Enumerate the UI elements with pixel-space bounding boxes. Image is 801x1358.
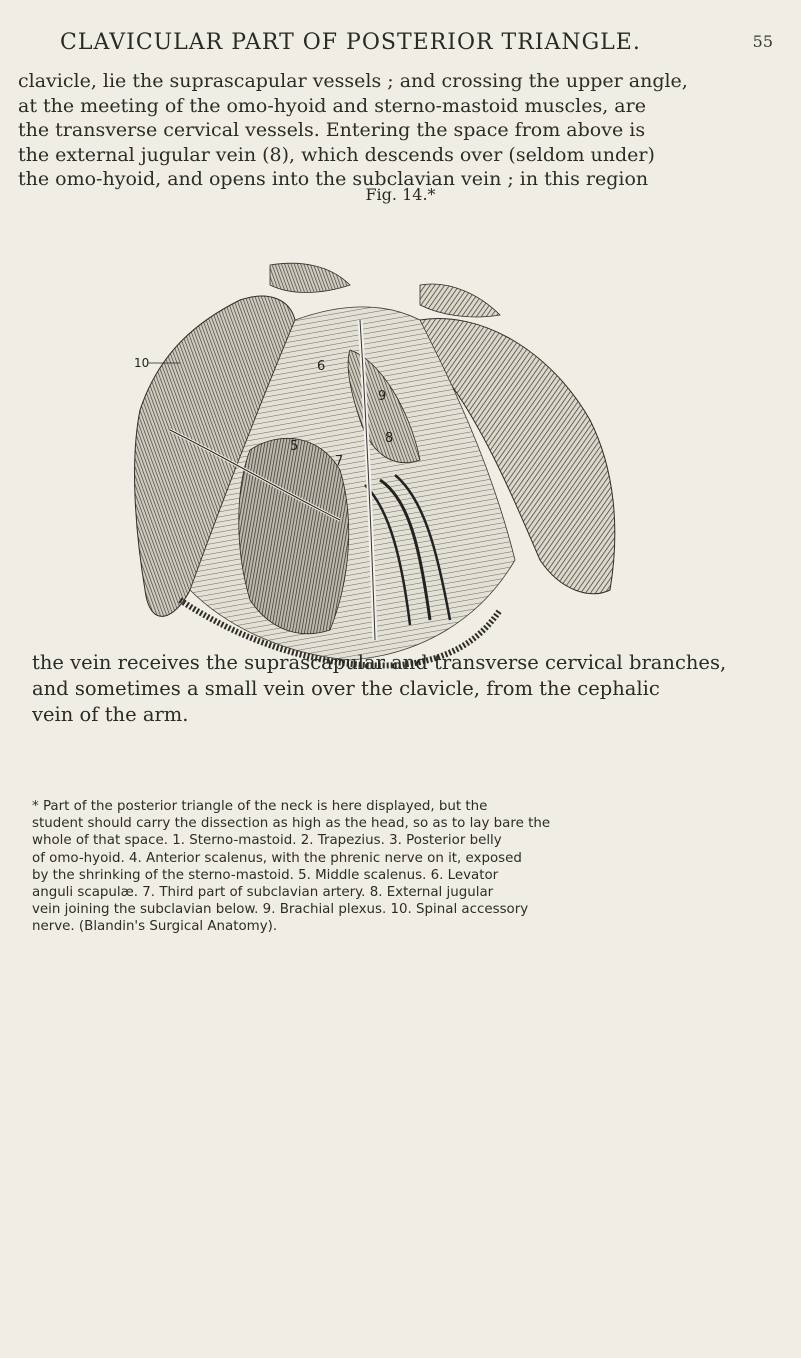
anatomical-illustration: [120, 260, 640, 670]
label-9: 9: [378, 389, 387, 404]
label-10: 10: [134, 356, 150, 370]
page-number: 55: [752, 32, 773, 51]
figure-footnote: * Part of the posterior triangle of the neck is here displayed, but the student should carry the dissection as high as the head, so as to lay bare the whole of that space. 1. Sterno-mastoid. 2. Trapezius. 3. Posterior belly of omo-hyoid. 4. Anterior scalenus, with the phrenic nerve on it, exposed by the shrinking of the sterno-mastoid. 5. Middle scalenus. 6. Levator anguli scapulæ. 7. Third part of subclavian artery. 8. External jugular vein joining the subclavian below. 9. Brachial plexus. 10. Spinal accessory nerve. (Blandin's Surgical Anatomy).: [32, 799, 551, 935]
label-8: 8: [385, 431, 394, 446]
intro-paragraph: clavicle, lie the suprascapular vessels ; and crossing the upper angle, at the meeting of the omo-hyoid and sterno-mastoid muscles, are the transverse cervical vessels. Entering the space from above is the external jugular vein (8), which descends over (seldom under) the omo-hyoid, and opens into the subclavian vein ; in this region: [18, 70, 688, 190]
scalenus-muscles: [239, 438, 349, 633]
figure-caption: Fig. 14.*: [365, 185, 436, 204]
continuation-paragraph: the vein receives the suprascapular and transverse cervical branches, and sometimes a small vein over the clavicle, from the cephalic vein of the arm.: [32, 651, 727, 726]
running-header: [60, 30, 781, 70]
label-6: 6: [317, 359, 326, 374]
running-header-title: CLAVICULAR PART OF POSTERIOR TRIANGLE.: [60, 30, 641, 55]
label-5: 5: [290, 439, 299, 454]
illustration-svg: [120, 260, 640, 670]
label-7: 7: [335, 454, 344, 469]
